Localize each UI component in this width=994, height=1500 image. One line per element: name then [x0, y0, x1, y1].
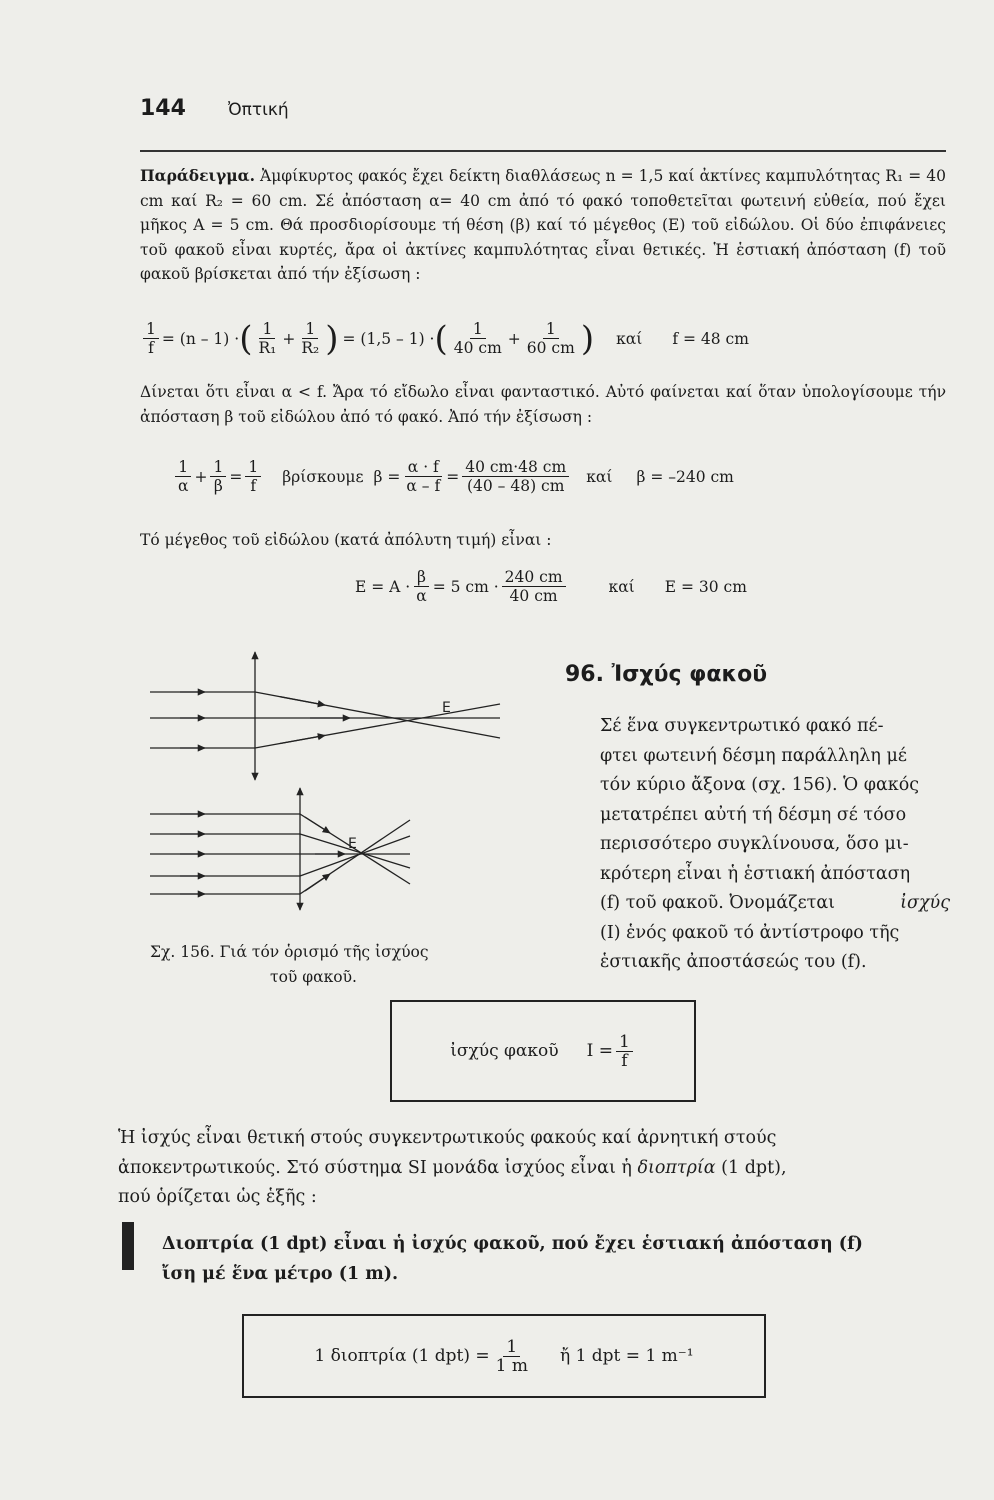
focus-label-1: E	[442, 700, 451, 716]
paragraph-image-size: Τό μέγεθος τοῦ εἰδώλου (κατά ἀπόλυτη τιμή) εἶναι :	[140, 531, 552, 549]
frac-1-f: $\frac{1}{f}$	[143, 320, 159, 357]
page-number: 144	[140, 96, 186, 121]
diopter-box: 1 διοπτρία (1 dpt) = $\frac{1}{1 m}$ ἤ 1 dpt = 1 m⁻¹	[242, 1314, 766, 1398]
equation-focal-length: $\frac{1}{f}$ = (n – 1) · ( $\frac{1}{\text{R₁}}$ + $\frac{1}{\text{R₂}}$ ) = (1,5 – 1) · ( $\frac{1}{40 cm}$ + $\frac{1}{60 cm}$ ) καί f = 48 cm	[140, 320, 946, 357]
focus-label-2: E	[348, 836, 357, 852]
paragraph-virtual-image: Δίνεται ὅτι εἶναι α < f. Ἄρα τό εἴδωλο εἶναι φανταστικό. Αὐτό φαίνεται καί ὅταν ὑπολογίσουμε τήν ἀπόσταση β τοῦ εἰδώλου ἀπό τό φακό. Ἀπό τήν ἐξίσωση :	[140, 383, 946, 426]
equation-image-distance: $\frac{1}{\alpha}$ + $\frac{1}{\beta}$ = $\frac{1}{f}$ βρίσκουμε β = $\frac{\alpha \cdot f}{\alpha - f}$ = $\frac{40 cm\cdot 48 cm}{(40 - 48) cm}$ καί β = –240 cm	[172, 458, 952, 495]
lens-ray-diagram	[150, 648, 560, 933]
diopter-definition: Διοπτρία (1 dpt) εἶναι ἡ ἰσχύς φακοῦ, πού ἔχει ἑστιακή ἀπόσταση (f) ἴση μέ ἕνα μέτρο (1 m).	[162, 1234, 863, 1284]
header-rule	[140, 150, 946, 152]
figure-caption: Σχ. 156. Γιά τόν ὁρισμό τῆς ἰσχύος τοῦ φακοῦ.	[150, 943, 429, 986]
power-units-paragraph: Ἡ ἰσχύς εἶναι θετική στούς συγκεντρωτικούς φακούς καί ἀρνητική στούς ἀποκεντρωτικούς. Στό σύστημα SI μονάδα ἰσχύος εἶναι ἡ διοπτρία (1 dpt), πού ὁρίζεται ὡς ἑξῆς :	[118, 1128, 787, 1207]
section-heading: 96. Ἰσχύς φακοῦ	[565, 662, 768, 687]
definition-marker	[122, 1222, 134, 1270]
example-paragraph	[140, 164, 946, 287]
example-label: Παράδειγμα.	[140, 166, 255, 185]
example-text: Ἀμφίκυρτος φακός ἔχει δείκτη διαθλάσεως n = 1,5 καί ἀκτίνες καμπυλότητας R₁ = 40 cm καί R₂ = 60 cm. Σέ ἀπόσταση α= 40 cm ἀπό τό φακό τοποθετεῖται φωτεινή εὐθεία, πού ἔχει μῆκος A = 5 cm. Θά προσδιορίσουμε τή θέση (β) καί τό μέγεθος (E) τοῦ εἰδώλου. Οἱ δύο ἐπιφάνειες τοῦ φακοῦ εἶναι κυρτές, ἄρα οἱ ἀκτίνες καμπυλότητας εἶναι θετικές. Ἡ ἑστιακή ἀπόσταση (f) τοῦ φακοῦ βρίσκεται ἀπό τήν ἐξίσωση :	[140, 167, 946, 283]
power-definition-box: ἰσχύς φακοῦ I = $\frac{1}{f}$	[390, 1000, 696, 1102]
right-column-paragraph: Σέ ἕνα συγκεντρωτικό φακό πέ- φτει φωτεινή δέσμη παράλληλη μέ τόν κύριο ἄξονα (σχ. 156). Ὁ φακός μετατρέπει αὐτή τή δέσμη σέ τόσο περισσότερο συγκλίνουσα, ὅσο μι- κρότερη εἶναι ἡ ἑστιακή ἀπόσταση (f) τοῦ φακοῦ. Ὀνομάζεται ἰσχύς (I) ἑνός φακοῦ τό ἀντίστροφο τῆς ἑστιακῆς ἀποστάσεώς του (f).	[600, 716, 950, 972]
equation-image-size: E = A · $\frac{\beta}{\alpha}$ = 5 cm · $\frac{240 cm}{40 cm}$ καί E = 30 cm	[355, 568, 747, 605]
running-head: Ὀπτική	[228, 100, 289, 120]
